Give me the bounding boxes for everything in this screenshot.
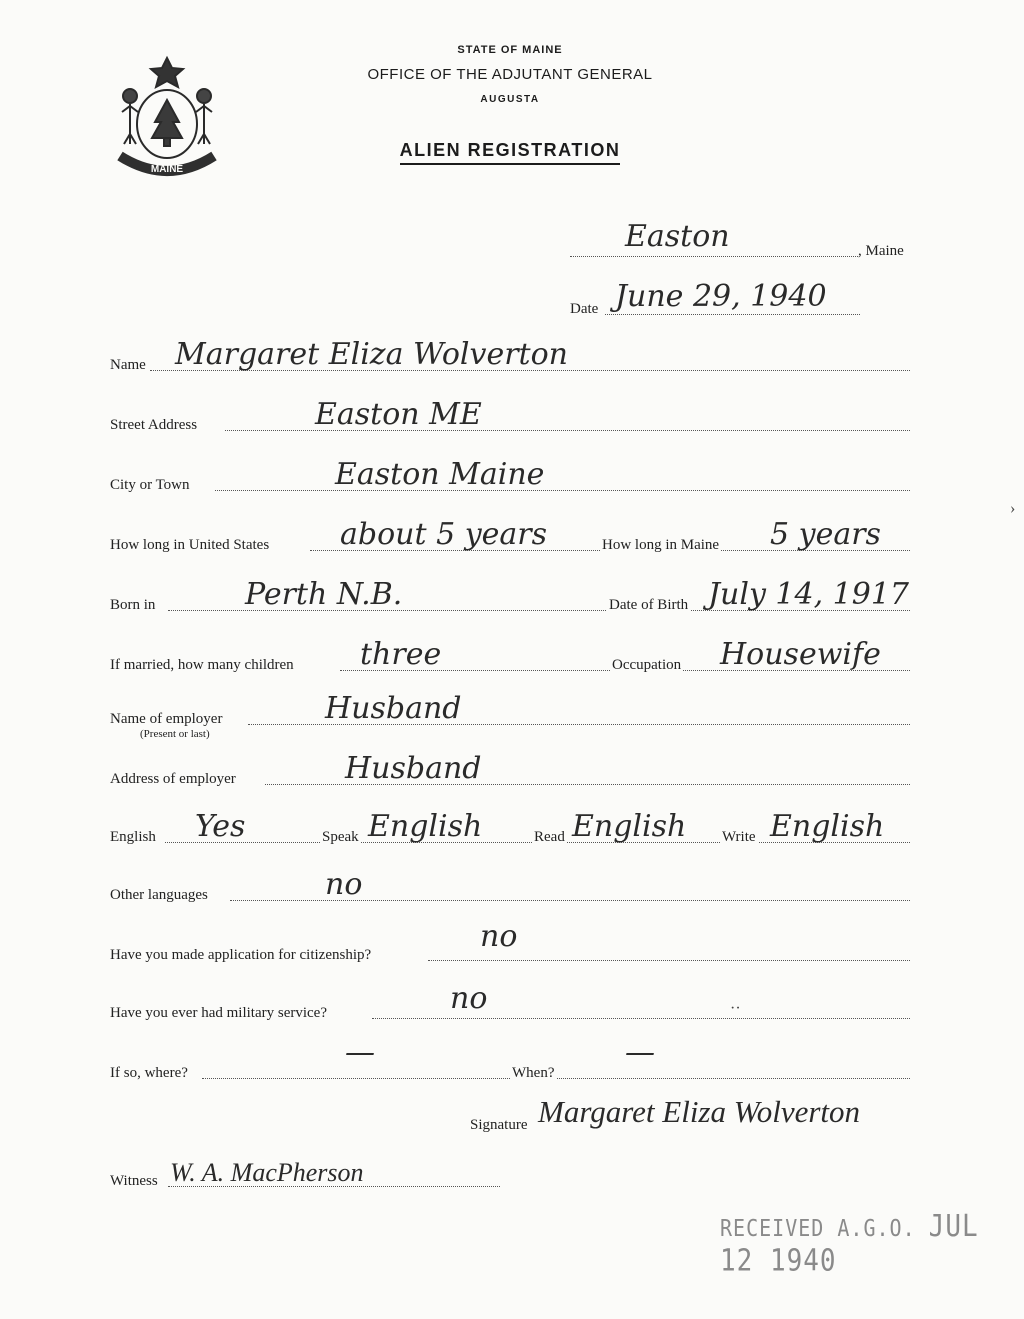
children-label: If married, how many children [110,657,294,673]
employer-name-value[interactable]: Husband [325,691,462,726]
stray-mark: ·· [730,1000,741,1017]
military-row [110,981,910,1024]
employer-address-label: Address of employer [110,771,236,787]
speak-label: Speak [322,829,359,845]
military-line [372,1018,910,1019]
english-row [110,808,910,848]
occupation-label: Occupation [612,657,682,673]
read-label: Read [534,829,565,845]
street-address-label: Street Address [110,417,198,433]
speak-value[interactable]: English [368,809,483,844]
employer-address-row [110,750,910,790]
born-in-value[interactable]: Perth N.B. [245,577,403,612]
where-value[interactable]: — [345,1035,375,1070]
street-address-value[interactable]: Easton ME [315,397,482,432]
received-stamp [720,1210,1024,1279]
write-value[interactable]: English [770,809,885,844]
other-languages-row [110,866,910,906]
children-value[interactable]: three [360,637,442,672]
when-label: When? [512,1065,555,1081]
birth-row [110,576,910,616]
date-line [605,314,860,315]
date-value[interactable]: June 29, 1940 [615,279,827,314]
other-languages-label: Other languages [110,887,208,903]
employer-address-value[interactable]: Husband [345,751,482,786]
residence-duration-row [110,516,910,556]
stamp-date: JUL 12 1940 [720,1209,979,1279]
how-long-maine-label: How long in Maine [602,537,720,553]
where-label: If so, where? [110,1065,188,1081]
stamp-prefix: RECEIVED A.G.O. [720,1214,916,1242]
when-value[interactable]: — [625,1035,655,1070]
date-of-birth-label: Date of Birth [609,597,689,613]
signature-label: Signature [470,1117,528,1133]
citizenship-row [110,919,910,966]
place-row [110,219,910,262]
employer-name-label: Name of employer [110,711,223,727]
citizenship-value[interactable]: no [480,919,518,954]
english-value[interactable]: Yes [195,809,246,844]
header-office: OFFICE OF THE ADJUTANT GENERAL [367,66,653,83]
margin-mark: › [1010,500,1016,517]
form-title-text: ALIEN REGISTRATION [400,140,621,165]
read-value[interactable]: English [572,809,687,844]
place-suffix: , Maine [858,243,904,259]
name-row [110,336,910,376]
city-row [110,456,910,496]
name-label: Name [110,357,146,373]
date-label: Date [570,301,599,317]
family-row [110,636,910,676]
place-line [570,256,860,257]
state-seal-icon [112,52,222,180]
header-city: AUGUSTA [480,94,540,105]
signature-value[interactable]: Margaret Eliza Wolverton [538,1094,861,1129]
occupation-value[interactable]: Housewife [720,637,881,672]
service-row [110,1035,910,1084]
signature-row [110,1096,910,1136]
place-value[interactable]: Easton [625,219,730,254]
other-languages-value[interactable]: no [325,867,363,902]
write-label: Write [722,829,756,845]
employer-name-row [110,690,910,740]
street-address-row [110,396,910,436]
citizenship-line [428,960,910,961]
english-label: English [110,829,156,845]
form-title [300,140,720,165]
header-state: STATE OF MAINE [457,44,563,56]
name-value[interactable]: Margaret Eliza Wolverton [175,337,568,372]
employer-name-sublabel: (Present or last) [140,728,210,740]
date-row [110,280,910,320]
witness-value[interactable]: W. A. MacPherson [170,1158,364,1187]
city-value[interactable]: Easton Maine [335,457,545,492]
seal-ribbon-text: MAINE [150,164,184,175]
city-line [215,490,910,491]
citizenship-label: Have you made application for citizenship? [110,947,372,963]
how-long-us-value[interactable]: about 5 years [340,517,548,552]
city-label: City or Town [110,477,190,493]
witness-label: Witness [110,1173,158,1189]
how-long-maine-value[interactable]: 5 years [770,517,881,552]
how-long-us-label: How long in United States [110,537,270,553]
born-in-label: Born in [110,597,156,613]
date-of-birth-value[interactable]: July 14, 1917 [708,577,910,612]
military-value[interactable]: no [450,981,488,1016]
military-label: Have you ever had military service? [110,1005,327,1021]
witness-row [110,1152,910,1192]
